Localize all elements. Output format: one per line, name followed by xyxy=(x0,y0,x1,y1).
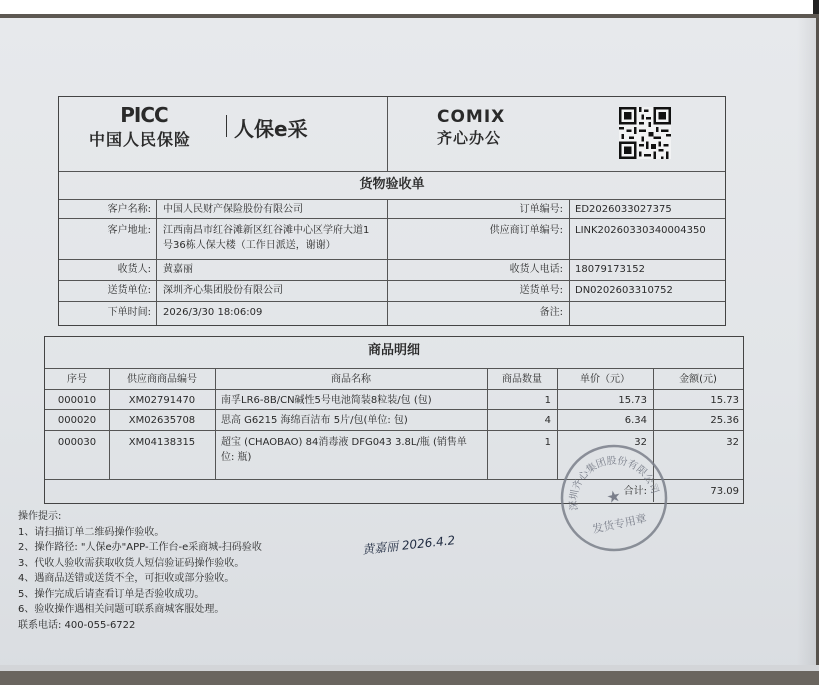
address-line-2: 号36栋人保大楼（工作日派送，谢谢） xyxy=(163,240,336,251)
comix-logo-text: COMIX xyxy=(437,107,506,127)
row2-seq: 000020 xyxy=(57,415,97,426)
svg-text:深圳齐心集团股份有限公司: 深圳齐心集团股份有限公司 xyxy=(568,455,660,512)
logo-divider xyxy=(226,115,227,137)
row3-code: XM04138315 xyxy=(128,437,196,448)
supplier-order-value: LINK20260330340004350 xyxy=(575,225,706,236)
row3-name: 超宝 (CHAOBAO) 84消毒液 DFG043 3.8L/瓶 (销售单 xyxy=(221,437,467,448)
screen-top-bar xyxy=(0,0,819,14)
order-time-label: 下单时间: xyxy=(107,307,151,318)
row1-amount: 15.73 xyxy=(710,395,739,406)
row1-price: 15.73 xyxy=(618,395,647,406)
picc-logo-text: PICC xyxy=(120,103,168,127)
row1-name: 南孚LR6-8B/CN碱性5号电池简装8粒装/包 (包) xyxy=(221,395,432,406)
order-no-label: 订单编号: xyxy=(519,204,563,215)
row2-qty: 4 xyxy=(544,415,551,426)
receiver-phone-value: 18079173152 xyxy=(575,264,645,275)
row3-seq: 000030 xyxy=(57,437,97,448)
svg-text:发货专用章: 发货专用章 xyxy=(591,511,648,536)
rule xyxy=(59,280,725,281)
col-header-price: 单价（元） xyxy=(580,374,630,385)
picc-logo xyxy=(89,103,219,150)
picc-company-name: 中国人民保险 xyxy=(89,130,192,149)
col-header-qty: 商品数量 xyxy=(502,374,542,385)
receiver-label: 收货人: xyxy=(117,264,151,275)
row1-seq: 000010 xyxy=(57,395,97,406)
note-item: 6、验收操作遇相关问题可联系商城客服处理。 xyxy=(18,604,225,615)
remark-label: 备注: xyxy=(539,307,563,318)
paper-shadow xyxy=(797,18,819,678)
table-surface xyxy=(0,665,819,685)
acceptance-form-table xyxy=(58,96,726,326)
row3-qty: 1 xyxy=(544,437,551,448)
row3-amount: 32 xyxy=(726,437,739,448)
notes-heading: 操作提示: xyxy=(18,511,62,522)
rule xyxy=(59,199,725,200)
row3-price: 32 xyxy=(634,437,647,448)
delivery-unit-value: 深圳齐心集团股份有限公司 xyxy=(163,285,283,296)
row2-amount: 25.36 xyxy=(710,415,739,426)
rule xyxy=(59,301,725,302)
operation-notes xyxy=(18,509,262,633)
rule xyxy=(45,409,743,410)
address-label: 客户地址: xyxy=(107,225,151,236)
handwritten-signature: 黄嘉丽 2026.4.2 xyxy=(361,533,456,557)
note-item: 4、遇商品送错或送货不全，可拒收或部分验收。 xyxy=(18,573,235,584)
total-value: 73.09 xyxy=(710,486,739,497)
rule xyxy=(569,199,570,325)
address-line-1: 江西南昌市红谷滩新区红谷滩中心区学府大道1 xyxy=(163,225,370,236)
contact-phone: 联系电话: 400-055-6722 xyxy=(18,619,136,631)
total-label: 合计: xyxy=(623,486,647,497)
comix-logo xyxy=(437,107,527,148)
rule xyxy=(387,199,388,325)
rule xyxy=(59,259,725,260)
rule xyxy=(45,389,743,390)
col-header-code: 供应商商品编号 xyxy=(127,374,197,385)
row2-code: XM02635708 xyxy=(128,415,196,426)
delivery-no-label: 送货单号: xyxy=(519,285,563,296)
goods-title: 商品明细 xyxy=(367,343,420,358)
row2-price: 6.34 xyxy=(624,415,647,426)
platform-logo: 人保e采 xyxy=(234,117,308,141)
delivery-unit-label: 送货单位: xyxy=(107,285,151,296)
svg-text:★: ★ xyxy=(604,485,623,508)
note-item: 5、操作完成后请查看订单是否验收成功。 xyxy=(18,588,205,600)
col-header-seq: 序号 xyxy=(67,374,87,385)
row3-name-line2: 位: 瓶) xyxy=(221,452,252,463)
customer-value: 中国人民财产保险股份有限公司 xyxy=(163,204,303,215)
comix-company-name: 齐心办公 xyxy=(437,129,502,147)
rule xyxy=(387,97,388,171)
receiver-phone-label: 收货人电话: xyxy=(509,264,563,275)
col-header-name: 商品名称 xyxy=(331,374,371,385)
rule xyxy=(59,171,725,172)
note-item: 3、代收人验收需获取收货人短信验证码操作验收。 xyxy=(18,557,245,569)
rule xyxy=(59,218,725,219)
order-time-value: 2026/3/30 18:06:09 xyxy=(163,307,263,318)
receiver-value: 黄嘉丽 xyxy=(163,264,193,275)
customer-label: 客户名称: xyxy=(107,204,151,215)
rule xyxy=(156,199,157,325)
rule xyxy=(45,368,743,369)
row1-qty: 1 xyxy=(544,395,551,406)
paper-bottom-edge xyxy=(0,665,819,671)
col-header-amount: 金额(元) xyxy=(679,374,717,385)
form-title: 货物验收单 xyxy=(359,177,425,192)
qr-code-icon[interactable] xyxy=(619,107,671,159)
company-seal-stamp xyxy=(548,432,681,565)
row2-name: 思高 G6215 海绵百洁布 5片/包(单位: 包) xyxy=(221,415,408,426)
row1-code: XM02791470 xyxy=(128,395,196,406)
delivery-no-value: DN0202603310752 xyxy=(575,285,673,296)
note-item: 2、操作路径: "人保e办"APP-工作台-e采商城-扫码验收 xyxy=(18,542,262,553)
order-no-value: ED2026033027375 xyxy=(575,204,672,215)
window-edge xyxy=(813,0,819,14)
supplier-order-label: 供应商订单编号: xyxy=(489,225,563,236)
note-item: 1、请扫描订单二维码操作验收。 xyxy=(18,526,165,538)
rule xyxy=(45,430,743,431)
